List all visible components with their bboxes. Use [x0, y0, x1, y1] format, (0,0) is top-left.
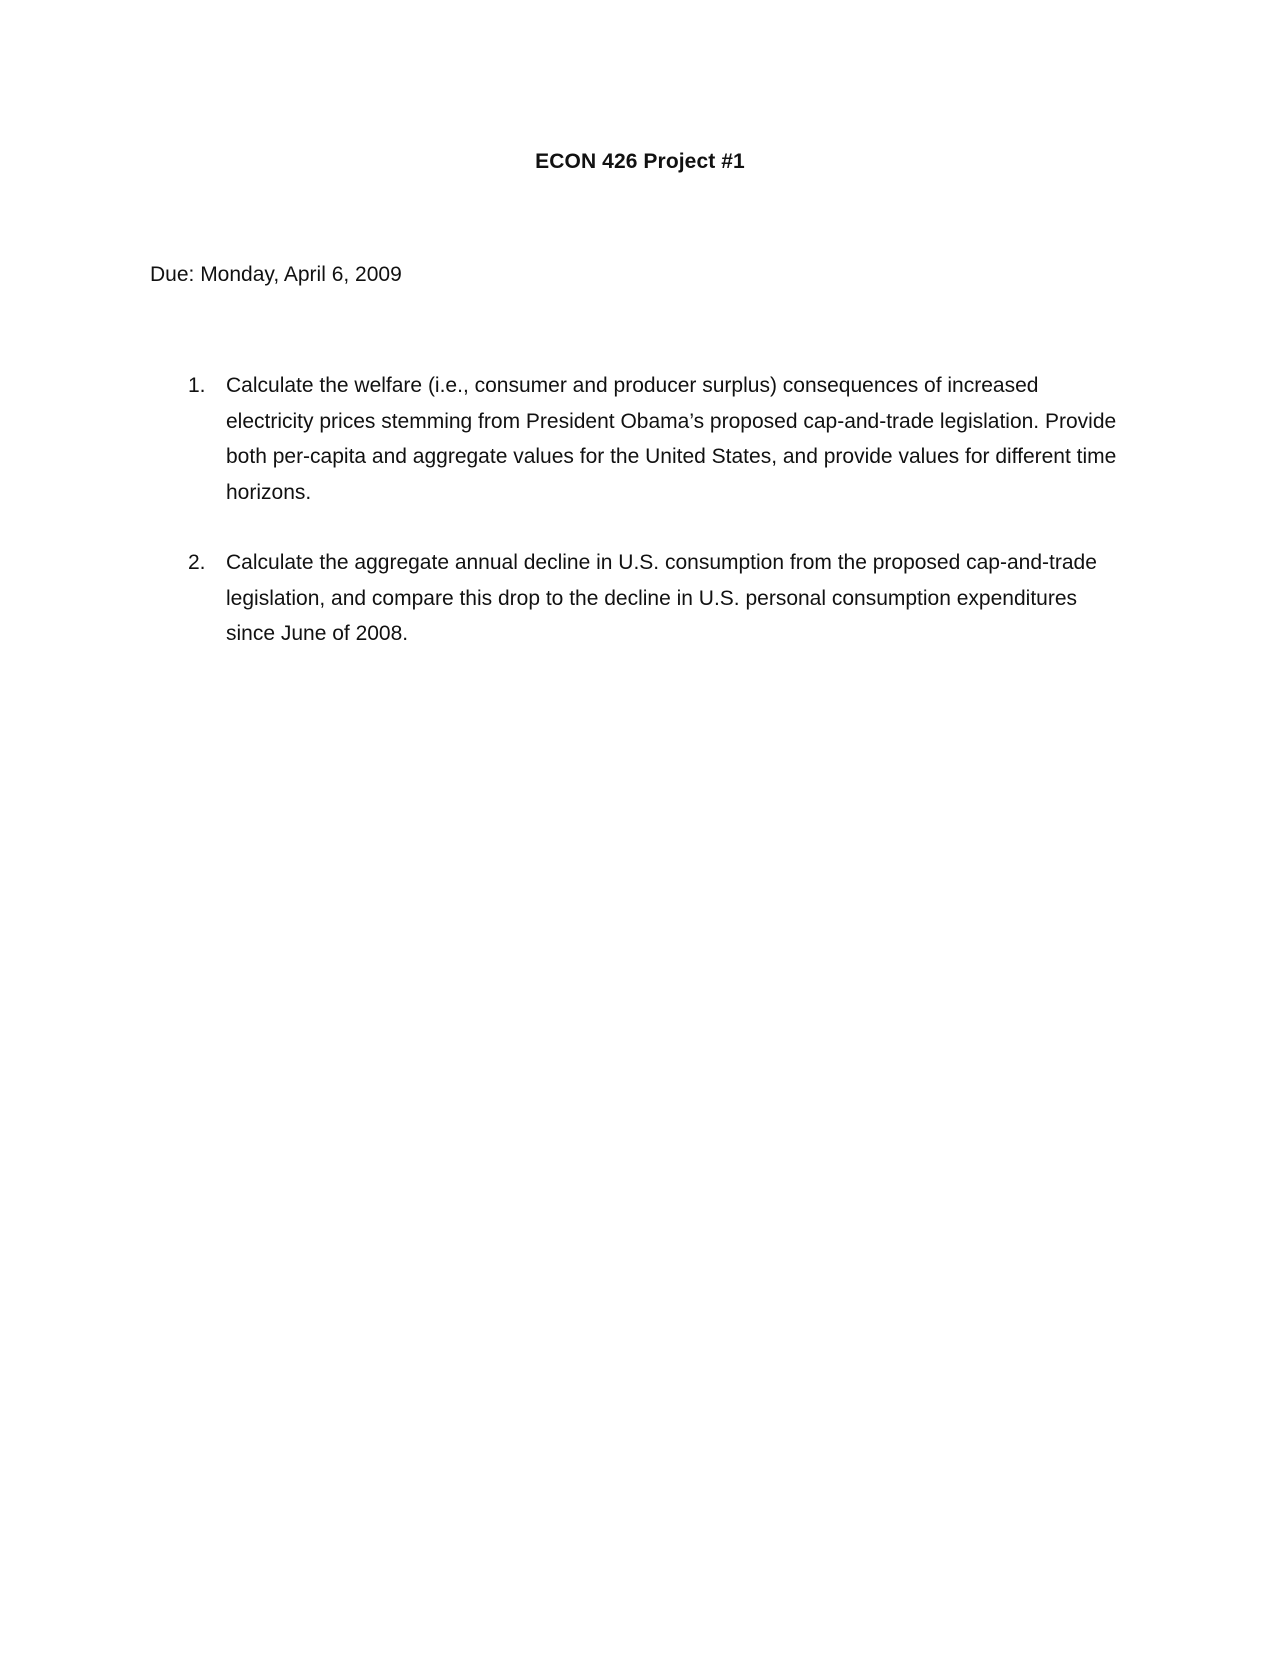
task-number: 1.	[188, 374, 206, 397]
due-date: Due: Monday, April 6, 2009	[150, 263, 402, 286]
task-item-2	[150, 545, 1130, 652]
task-text: Calculate the aggregate annual decline in U.S. consumption from the proposed cap-and-trade legislation, and compare this drop to the decline in U.S. personal consumption expenditures since June of 2008.	[226, 551, 1097, 645]
task-item-1	[150, 368, 1130, 510]
page-title: ECON 426 Project #1	[535, 150, 745, 173]
task-number: 2.	[188, 551, 206, 574]
task-text: Calculate the welfare (i.e., consumer and producer surplus) consequences of increased electricity prices stemming from President Obama’s proposed cap-and-trade legislation. Provide both per-capita and aggregate values for the United States, and provide values for different time horizons.	[226, 374, 1117, 504]
task-list	[150, 368, 1130, 687]
